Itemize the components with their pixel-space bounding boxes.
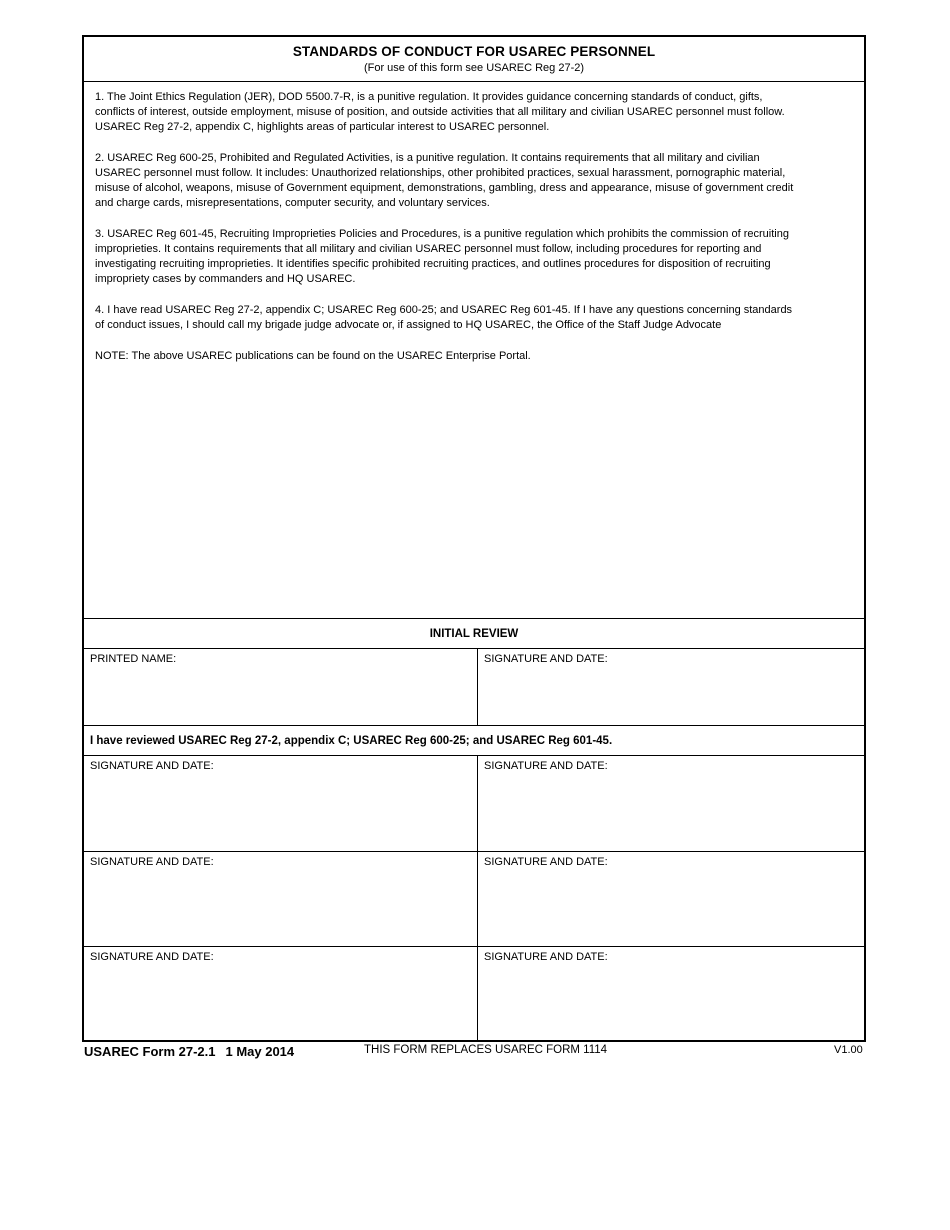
form-id <box>84 1044 294 1059</box>
paragraph-3: 3. USAREC Reg 601-45, Recruiting Improprieties Policies and Procedures, is a punitive regulation which prohibits the commission of recruiting improprieties. It contains requirements that all military and civilian USAREC personnel must follow, including procedures for reporting and investigating recruiting improprieties. It identifies specific prohibited recruiting practices, and outlines procedures for disposition of recruiting impropriety cases by commanders and HQ USAREC. <box>95 228 789 285</box>
printed-name-field[interactable] <box>84 649 478 726</box>
signature-label: SIGNATURE AND DATE: <box>484 951 608 963</box>
signature-label: SIGNATURE AND DATE: <box>90 951 214 963</box>
paragraph-1: 1. The Joint Ethics Regulation (JER), DOD 5500.7-R, is a punitive regulation. It provides guidance concerning standards of conduct, gifts, conflicts of interest, outside employment, misuse of position, and outside activities that all military and civilian USAREC personnel must follow. USAREC Reg 27-2, appendix C, highlights areas of particular interest to USAREC personnel. <box>95 91 785 133</box>
review-statement: I have reviewed USAREC Reg 27-2, appendix C; USAREC Reg 600-25; and USAREC Reg 601-45. <box>84 726 864 756</box>
review-signature-field-4[interactable] <box>478 852 864 947</box>
form-title: STANDARDS OF CONDUCT FOR USAREC PERSONNEL <box>292 44 656 59</box>
paragraph-2: 2. USAREC Reg 600-25, Prohibited and Regulated Activities, is a punitive regulation. It contains requirements that all military and civilian USAREC personnel must follow. It includes: Unauthorized relationships, other prohibited practices, sexual harassment, pornographic material, misuse of alcohol, weapons, misuse of Government equipment, demonstrations, gambling, dress and appearance, misuse of government credit and charge cards, misrepresentations, computer security, and voluntary services. <box>95 152 794 209</box>
review-signature-field-5[interactable] <box>84 947 478 1042</box>
form-container <box>82 35 866 1042</box>
title-block <box>84 37 864 82</box>
form-subtitle: (For use of this form see USAREC Reg 27-2) <box>363 62 585 74</box>
form-date: 1 May 2014 <box>225 1044 295 1059</box>
signature-label: SIGNATURE AND DATE: <box>90 760 214 772</box>
form-number: USAREC Form 27-2.1 <box>84 1044 216 1059</box>
review-signature-field-6[interactable] <box>478 947 864 1042</box>
note: NOTE: The above USAREC publications can be found on the USAREC Enterprise Portal. <box>95 350 531 362</box>
paragraph-4: 4. I have read USAREC Reg 27-2, appendix C; USAREC Reg 600-25; and USAREC Reg 601-45. If I have any questions concerning standards of conduct issues, I should call my brigade judge advocate or, if assigned to HQ USAREC, the Office of the Staff Judge Advocate <box>95 304 793 331</box>
signature-label: SIGNATURE AND DATE: <box>484 760 608 772</box>
signature-label: SIGNATURE AND DATE: <box>90 856 214 868</box>
printed-name-label: PRINTED NAME: <box>90 653 177 665</box>
review-signature-field-3[interactable] <box>84 852 478 947</box>
signature-label: SIGNATURE AND DATE: <box>484 653 608 665</box>
initial-review-heading: INITIAL REVIEW <box>84 619 864 649</box>
replaces-note: THIS FORM REPLACES USAREC FORM 1114 <box>364 1044 608 1056</box>
initial-signature-field[interactable] <box>478 649 864 726</box>
review-signature-field-2[interactable] <box>478 756 864 852</box>
version-label: V1.00 <box>834 1044 863 1056</box>
review-signature-field-1[interactable] <box>84 756 478 852</box>
signature-label: SIGNATURE AND DATE: <box>484 856 608 868</box>
instructions-block <box>84 82 864 619</box>
